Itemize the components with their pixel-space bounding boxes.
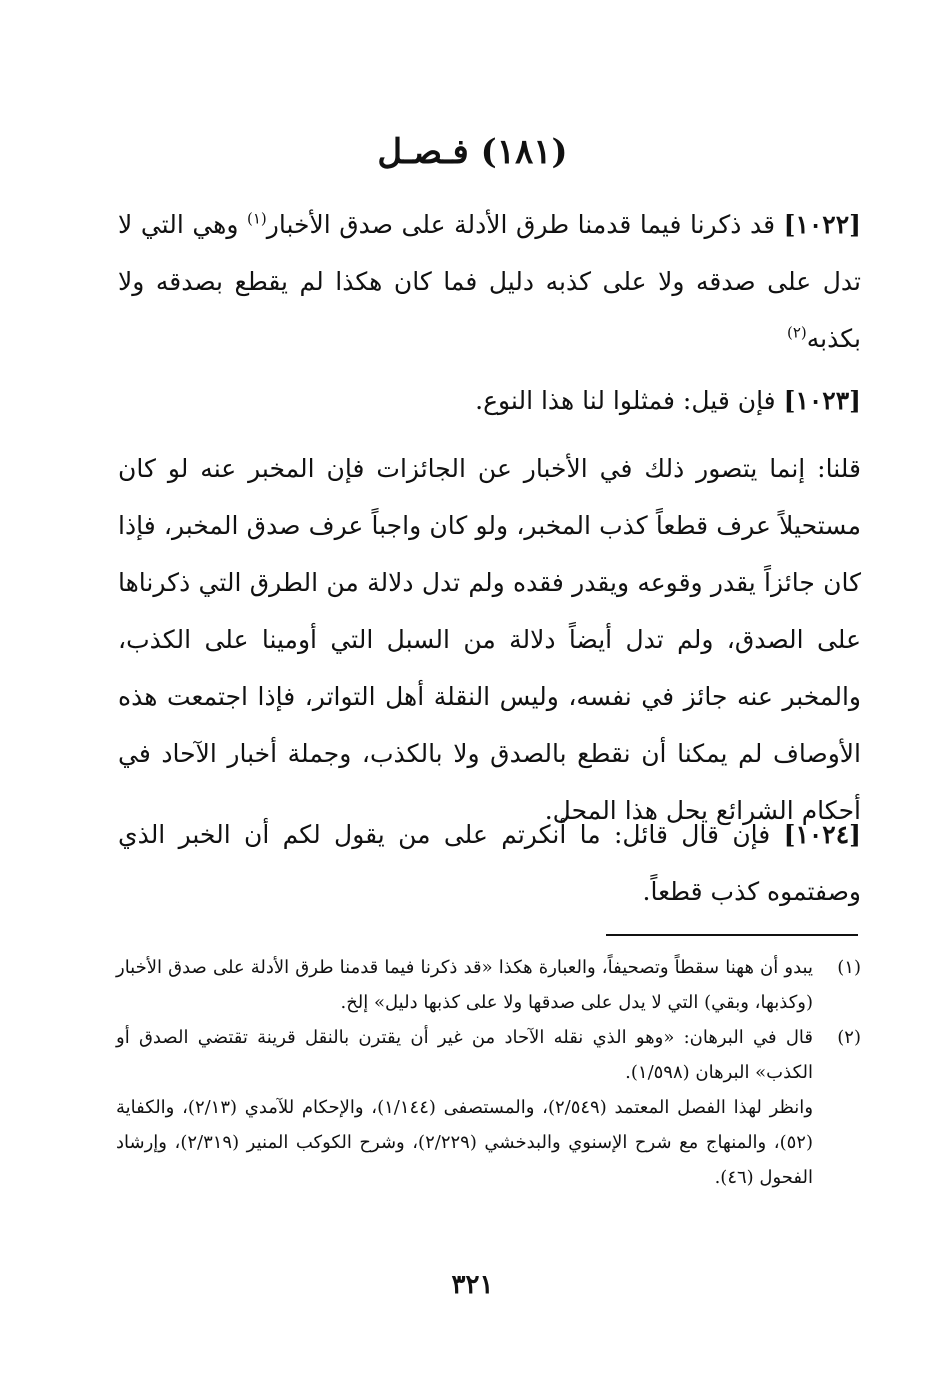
footnote-ref[interactable]: (٢) — [786, 323, 807, 342]
page-number: ٣٢١ — [451, 1270, 494, 1300]
paragraph-text — [118, 196, 861, 367]
paragraph-number: [١٠٢٢] — [783, 210, 861, 239]
paragraph-text — [118, 806, 861, 920]
footnote-number: (٢) — [837, 1027, 861, 1048]
paragraph-text — [118, 372, 861, 429]
paragraph-text-part: وهي التي لا تدل على صدقه ولا على كذبه دليل فما كان هكذا لم يقطع بصدقه ولا بكذبه — [118, 210, 861, 353]
footnote-text: قال في البرهان: «وهو الذي نقله الآحاد من غير أن يقترن بالنقل قرينة تقتضي الصدق أو الكذب» البرهان (١/٥٩٨). — [116, 1027, 813, 1083]
paragraph-text-part: فإن قال قائل: ما أنكرتم على من يقول لكم أن الخبر الذي وصفتموه كذب قطعاً. — [118, 820, 861, 906]
footnote-1 — [116, 950, 861, 1020]
paragraph-text: قلنا: إنما يتصور ذلك في الأخبار عن الجائزات فإن المخبر عنه لو كان مستحيلاً عرف قطعاً كذب المخبر، ولو كان واجباً عرف صدق المخبر، فإذا كان جائزاً يقدر وقوعه ويقدر فقده ولم تدل دلالة من الطرق التي ذكرناها على الصدق، ولم تدل أيضاً دلالة من السبل التي أومينا على الكذب، والمخبر عنه جائز في نفسه، وليس النقلة أهل التواتر، فإذا اجتمعت هذه الأوصاف لم يمكنا أن نقطع بالصدق ولا بالكذب، وجملة أخبار الآحاد في أحكام الشرائع يحل هذا المحل. — [118, 454, 861, 825]
paragraph-answer — [118, 440, 861, 839]
paragraph-text-part: فإن قيل: فمثلوا لنا هذا النوع. — [475, 386, 776, 415]
footnote-text: يبدو أن ههنا سقطاً وتصحيفاً، والعبارة هكذا «قد ذكرنا فيما قدمنا طرق الأدلة على صدق الأخبار (وكذبها، وبقي) التي لا يدل على صدقها ولا على كذبها دليل» إلخ. — [116, 957, 813, 1013]
paragraph-1022 — [118, 196, 861, 367]
paragraph-text-part: قد ذكرنا فيما قدمنا طرق الأدلة على صدق الأخبار — [266, 210, 776, 239]
paragraph-1024 — [118, 806, 861, 920]
paragraph-number: [١٠٢٣] — [783, 386, 861, 415]
footnote-divider — [606, 934, 858, 936]
footnote-2 — [116, 1020, 861, 1090]
footnote-number: (١) — [837, 957, 861, 978]
paragraph-1023 — [118, 372, 861, 429]
section-title: (١٨١) فـصـل — [377, 132, 568, 172]
paragraph-number: [١٠٢٤] — [783, 820, 862, 849]
footnote-ref[interactable]: (١) — [246, 209, 267, 228]
footnote-2-continuation: وانظر لهذا الفصل المعتمد (٢/٥٤٩)، والمستصفى (١/١٤٤)، والإحكام للآمدي (٢/١٣)، والكفاية (٥٢)، والمنهاج مع شرح الإسنوي والبدخشي (٢/٢٢٩)، وشرح الكوكب المنير (٢/٣١٩)، وإرشاد الفحول (٤٦). — [116, 1097, 814, 1188]
footnotes — [116, 950, 861, 1195]
